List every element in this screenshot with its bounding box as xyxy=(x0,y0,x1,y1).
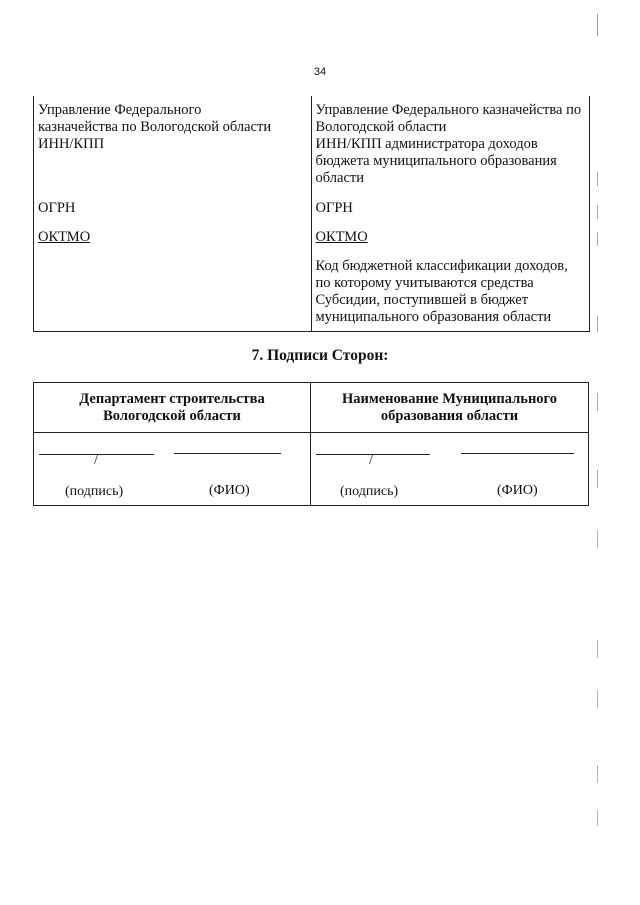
scan-mark xyxy=(597,14,598,36)
signatures-left-header xyxy=(34,383,311,432)
signatures-right-cell xyxy=(311,432,588,505)
right-kbk-line-3: Субсидии, поступившей в бюджет xyxy=(315,292,529,308)
scan-mark xyxy=(597,232,598,246)
right-inn-kpp-line-3: области xyxy=(315,170,364,186)
signatures-body-row xyxy=(34,432,588,505)
requisites-table xyxy=(33,96,590,332)
left-party-title-line-2: Вологодской области xyxy=(103,408,241,424)
signatures-table xyxy=(33,382,589,506)
right-party-title-line-1: Наименование Муниципального xyxy=(341,391,558,407)
scan-mark xyxy=(597,765,598,783)
right-name-caption: (ФИО) xyxy=(497,483,538,498)
left-name-line xyxy=(174,453,281,454)
right-inn-kpp: ИНН/КПП администратора доходов xyxy=(315,136,538,152)
requisites-right-column xyxy=(312,96,590,331)
right-party-title-line-2: образования области xyxy=(380,408,519,424)
left-oktmo: ОКТМО xyxy=(38,229,91,245)
scan-mark xyxy=(597,530,598,548)
right-org-line-2: Вологодской области xyxy=(315,119,447,135)
left-org-line-2: казначейства по Вологодской области xyxy=(38,119,272,135)
left-signature-caption: (подпись) xyxy=(65,484,124,499)
scan-mark xyxy=(597,172,598,186)
scan-mark xyxy=(597,470,598,488)
right-oktmo: ОКТМО xyxy=(315,229,368,245)
scan-mark xyxy=(597,393,598,411)
section-heading: 7. Подписи Сторон: xyxy=(251,347,389,364)
scan-mark xyxy=(597,810,598,826)
left-inn-kpp: ИНН/КПП xyxy=(38,136,105,152)
left-slash: / xyxy=(94,453,98,468)
scan-mark xyxy=(597,205,598,219)
left-party-title-line-1: Департамент строительства xyxy=(79,391,265,407)
right-name-line xyxy=(461,453,574,454)
left-org-line-1: Управление Федерального xyxy=(38,102,202,118)
page-number: 34 xyxy=(313,66,327,78)
signatures-right-header xyxy=(311,383,588,432)
right-ogrn: ОГРН xyxy=(315,200,353,216)
left-name-caption: (ФИО) xyxy=(209,483,250,498)
signatures-left-cell xyxy=(34,432,311,505)
right-slash: / xyxy=(369,453,373,468)
scan-mark xyxy=(597,690,598,708)
right-inn-kpp-line-2: бюджета муниципального образования xyxy=(315,153,557,169)
right-org-line-1: Управление Федерального казначейства по xyxy=(315,102,582,118)
left-ogrn: ОГРН xyxy=(38,200,76,216)
right-signature-line xyxy=(316,454,430,455)
requisites-left-column xyxy=(34,96,312,331)
right-signature-caption: (подпись) xyxy=(340,484,399,499)
right-kbk-line-4: муниципального образования области xyxy=(315,309,552,325)
scan-mark xyxy=(597,640,598,658)
scan-mark xyxy=(597,316,598,332)
signatures-header-row xyxy=(34,383,588,433)
right-kbk-line-1: Код бюджетной классификации доходов, xyxy=(315,258,568,274)
right-kbk-line-2: по которому учитываются средства xyxy=(315,275,534,291)
